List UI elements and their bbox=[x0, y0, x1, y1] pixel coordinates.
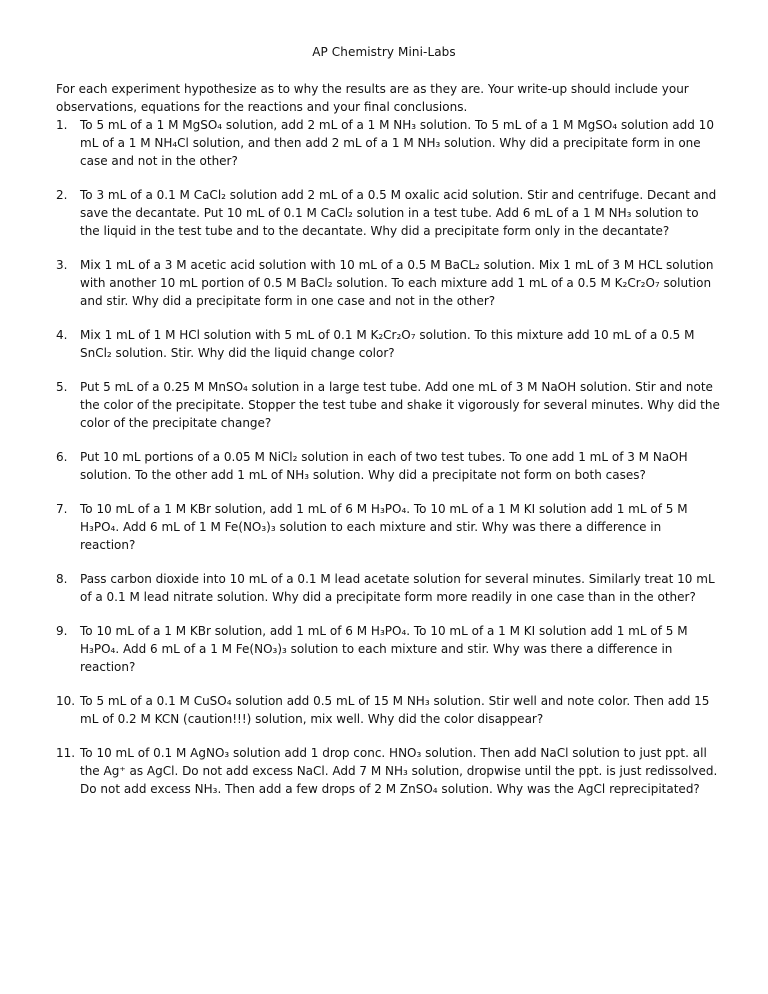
lab-item-number: 5. bbox=[56, 380, 68, 394]
lab-item-text: To 3 mL of a 0.1 M CaCl₂ solution add 2 mL of a 0.5 M oxalic acid solution. Stir and centrifuge. Decant and save the decantate. Put 10 mL of 0.1 M CaCl₂ solution in a test tube. Add 6 mL of a 1 M NH₃ solution to the liquid in the test tube and to the decantate. Why did a precipitate form only in the decantate? bbox=[80, 188, 717, 238]
lab-item-text: To 10 mL of a 1 M KBr solution, add 1 mL of 6 M H₃PO₄. To 10 mL of a 1 M KI solution add 1 mL of 5 M H₃PO₄. Add 6 mL of a 1 M Fe(NO₃)₃ solution to each mixture and stir. Why was there a difference in reaction? bbox=[80, 624, 688, 674]
lab-item-6 bbox=[56, 448, 720, 484]
lab-item-10 bbox=[56, 692, 720, 728]
lab-list bbox=[56, 116, 720, 814]
lab-item-5 bbox=[56, 378, 720, 432]
lab-item-text: To 10 mL of a 1 M KBr solution, add 1 mL of 6 M H₃PO₄. To 10 mL of a 1 M KI solution add 1 mL of 5 M H₃PO₄. Add 6 mL of 1 M Fe(NO₃)₃ solution to each mixture and stir. Why was there a difference in reaction? bbox=[80, 502, 688, 552]
lab-item-text: To 10 mL of 0.1 M AgNO₃ solution add 1 drop conc. HNO₃ solution. Then add NaCl solution to just ppt. all the Ag⁺ as AgCl. Do not add excess NaCl. Add 7 M NH₃ solution, dropwise until the ppt. is just redissolved. Do not add excess NH₃. Then add a few drops of 2 M ZnSO₄ solution. Why was the AgCl reprecipitated? bbox=[80, 746, 718, 796]
lab-item-number: 11. bbox=[56, 746, 76, 760]
lab-item-text: To 5 mL of a 0.1 M CuSO₄ solution add 0.5 mL of 15 M NH₃ solution. Stir well and note color. Then add 15 mL of 0.2 M KCN (caution!!!) solution, mix well. Why did the color disappear? bbox=[80, 694, 710, 726]
lab-item-text: Put 5 mL of a 0.25 M MnSO₄ solution in a large test tube. Add one mL of 3 M NaOH solution. Stir and note the color of the precipitate. Stopper the test tube and shake it vigorously for several minutes. Why did the color of the precipitate change? bbox=[80, 380, 720, 430]
lab-item-7 bbox=[56, 500, 720, 554]
intro-paragraph: For each experiment hypothesize as to why the results are as they are. Your write-up should include your observations, equations for the reactions and your final conclusions. bbox=[56, 82, 689, 114]
lab-item-9 bbox=[56, 622, 720, 676]
lab-item-number: 8. bbox=[56, 572, 68, 586]
lab-item-text: Put 10 mL portions of a 0.05 M NiCl₂ solution in each of two test tubes. To one add 1 mL of 3 M NaOH solution. To the other add 1 mL of NH₃ solution. Why did a precipitate not form on both cases? bbox=[80, 450, 688, 482]
lab-item-number: 1. bbox=[56, 118, 68, 132]
page-title: AP Chemistry Mini-Labs bbox=[312, 45, 456, 59]
lab-item-number: 10. bbox=[56, 694, 76, 708]
lab-item-3 bbox=[56, 256, 720, 310]
lab-item-text: Mix 1 mL of 1 M HCl solution with 5 mL of 0.1 M K₂Cr₂O₇ solution. To this mixture add 10 mL of a 0.5 M SnCl₂ solution. Stir. Why did the liquid change color? bbox=[80, 328, 695, 360]
lab-item-number: 6. bbox=[56, 450, 68, 464]
lab-item-8 bbox=[56, 570, 720, 606]
lab-item-text: Pass carbon dioxide into 10 mL of a 0.1 M lead acetate solution for several minutes. Similarly treat 10 mL of a 0.1 M lead nitrate solution. Why did a precipitate form more readily in one case than in the other? bbox=[80, 572, 715, 604]
lab-item-number: 4. bbox=[56, 328, 68, 342]
lab-item-2 bbox=[56, 186, 720, 240]
lab-item-number: 2. bbox=[56, 188, 68, 202]
lab-item-number: 9. bbox=[56, 624, 68, 638]
lab-item-11 bbox=[56, 744, 720, 798]
lab-item-4 bbox=[56, 326, 720, 362]
lab-item-number: 3. bbox=[56, 258, 68, 272]
lab-item-text: Mix 1 mL of a 3 M acetic acid solution with 10 mL of a 0.5 M BaCL₂ solution. Mix 1 mL of 3 M HCL solution with another 10 mL portion of 0.5 M BaCl₂ solution. To each mixture add 1 mL of a 0.5 M K₂Cr₂O₇ solution and stir. Why did a precipitate form in one case and not in the other? bbox=[80, 258, 714, 308]
lab-item-1 bbox=[56, 116, 720, 170]
lab-item-number: 7. bbox=[56, 502, 68, 516]
lab-item-text: To 5 mL of a 1 M MgSO₄ solution, add 2 mL of a 1 M NH₃ solution. To 5 mL of a 1 M MgSO₄ solution add 10 mL of a 1 M NH₄Cl solution, and then add 2 mL of a 1 M NH₃ solution. Why did a precipitate form in one case and not in the other? bbox=[80, 118, 714, 168]
